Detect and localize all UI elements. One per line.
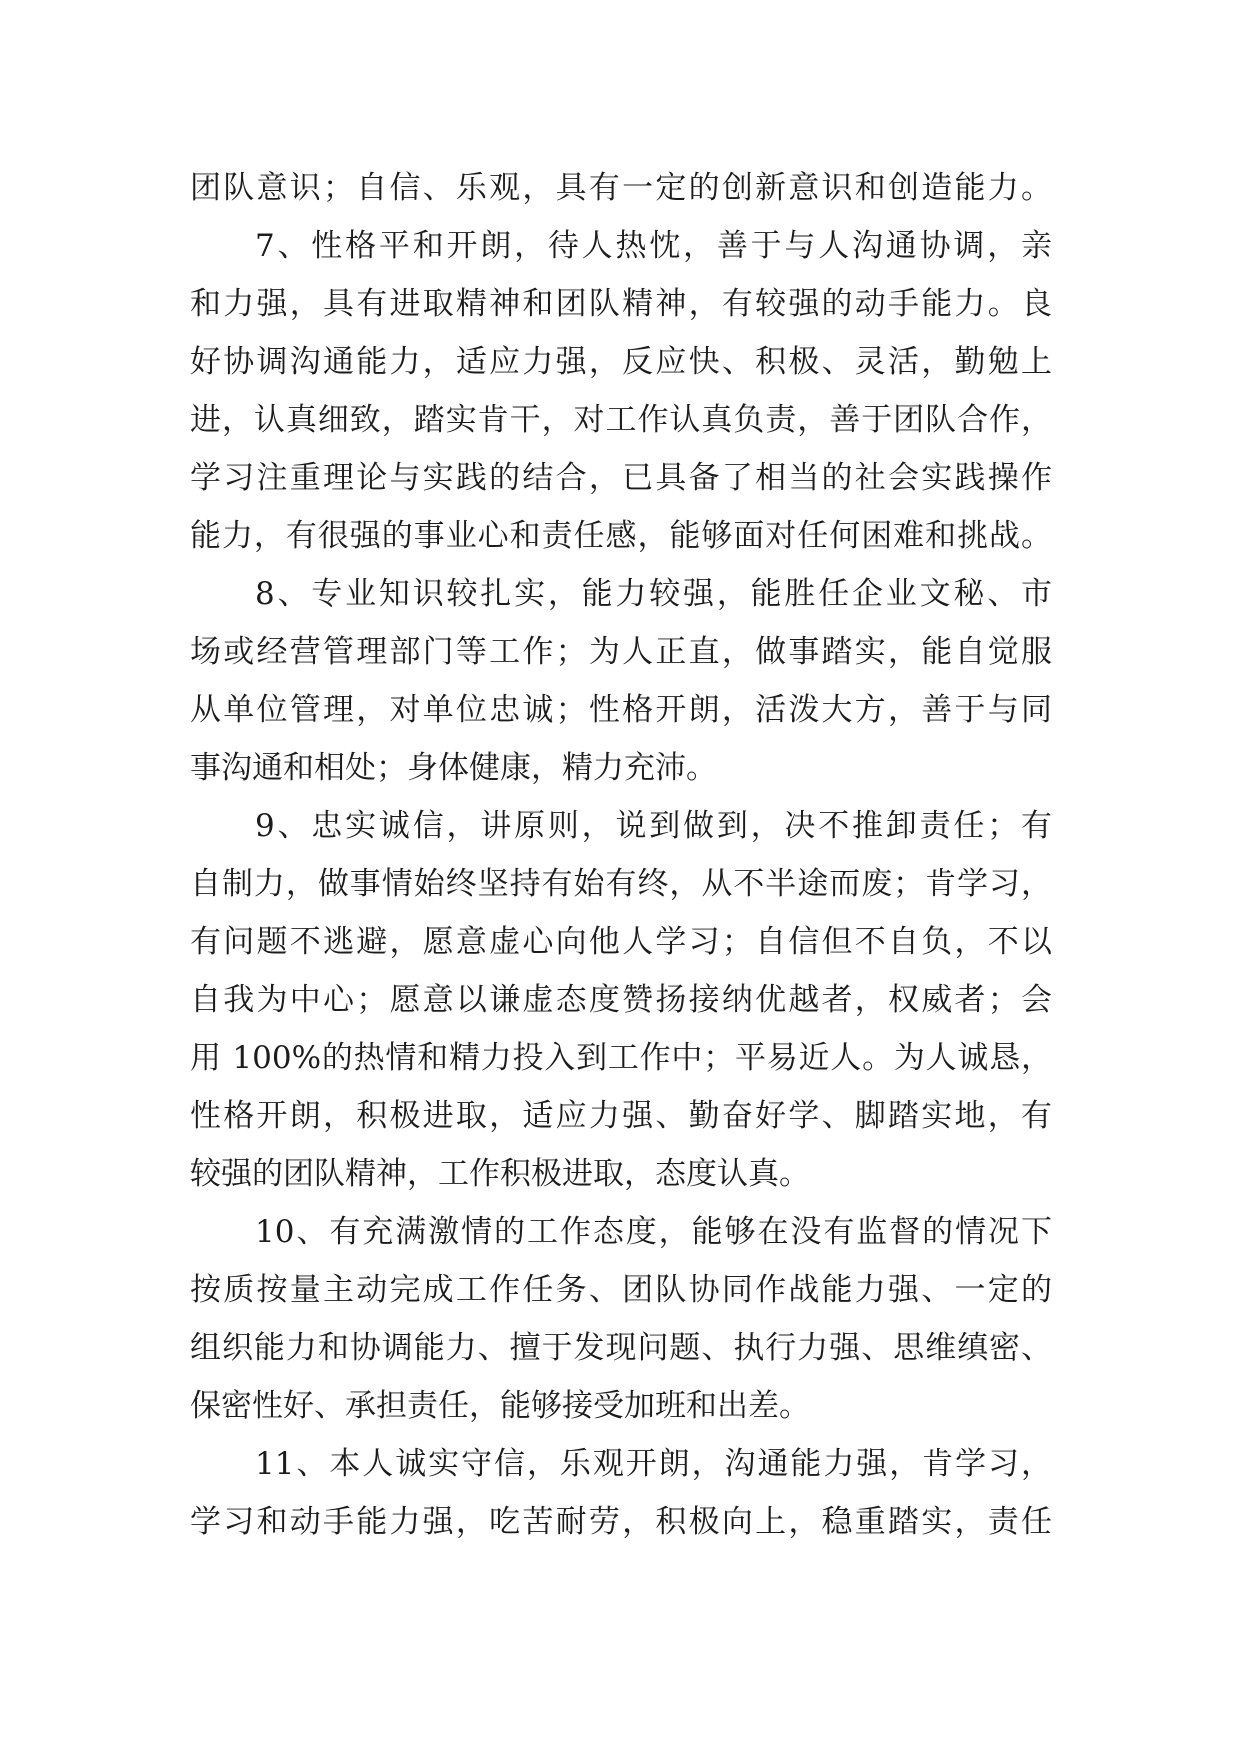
text-line: 保密性好、承担责任，能够接受加班和出差。 — [190, 1388, 810, 1424]
text-line: 9、忠实诚信，讲原则，说到做到，决不推卸责任；有 — [255, 808, 1052, 844]
text-line: 11、本人诚实守信，乐观开朗，沟通能力强，肯学习， — [255, 1446, 1052, 1482]
text-line: 10、有充满激情的工作态度，能够在没有监督的情况下 — [255, 1214, 1052, 1250]
text-line: 好协调沟通能力，适应力强，反应快、积极、灵活，勤勉上 — [190, 344, 1052, 380]
text-line: 较强的团队精神，工作积极进取，态度认真。 — [190, 1156, 810, 1192]
text-line: 组织能力和协调能力、擅于发现问题、执行力强、思维缜密、 — [190, 1330, 1052, 1366]
text-line: 性格开朗，积极进取，适应力强、勤奋好学、脚踏实地，有 — [190, 1098, 1052, 1134]
text-line: 自我为中心；愿意以谦虚态度赞扬接纳优越者，权威者；会 — [190, 982, 1052, 1018]
text-line: 团队意识；自信、乐观，具有一定的创新意识和创造能力。 — [190, 170, 1052, 206]
text-line: 和力强，具有进取精神和团队精神，有较强的动手能力。良 — [190, 286, 1052, 322]
text-line: 场或经营管理部门等工作；为人正直，做事踏实，能自觉服 — [190, 634, 1052, 670]
text-line: 自制力，做事情始终坚持有始有终，从不半途而废；肯学习， — [190, 866, 1052, 902]
text-line: 有问题不逃避，愿意虚心向他人学习；自信但不自负，不以 — [190, 924, 1052, 960]
text-line: 学习和动手能力强，吃苦耐劳，积极向上，稳重踏实，责任 — [190, 1504, 1052, 1540]
text-line: 7、性格平和开朗，待人热忱，善于与人沟通协调，亲 — [255, 228, 1052, 264]
text-line: 进，认真细致，踏实肯干，对工作认真负责，善于团队合作， — [190, 402, 1052, 438]
text-line: 事沟通和相处；身体健康，精力充沛。 — [190, 750, 717, 786]
text-line: 学习注重理论与实践的结合，已具备了相当的社会实践操作 — [190, 460, 1052, 496]
text-line: 能力，有很强的事业心和责任感，能够面对任何困难和挑战。 — [190, 518, 1052, 554]
text-line: 从单位管理，对单位忠诚；性格开朗，活泼大方，善于与同 — [190, 692, 1052, 728]
text-line: 用 100%的热情和精力投入到工作中；平易近人。为人诚恳， — [190, 1040, 1052, 1076]
text-line: 按质按量主动完成工作任务、团队协同作战能力强、一定的 — [190, 1272, 1052, 1308]
text-line: 8、专业知识较扎实，能力较强，能胜任企业文秘、市 — [255, 576, 1052, 612]
